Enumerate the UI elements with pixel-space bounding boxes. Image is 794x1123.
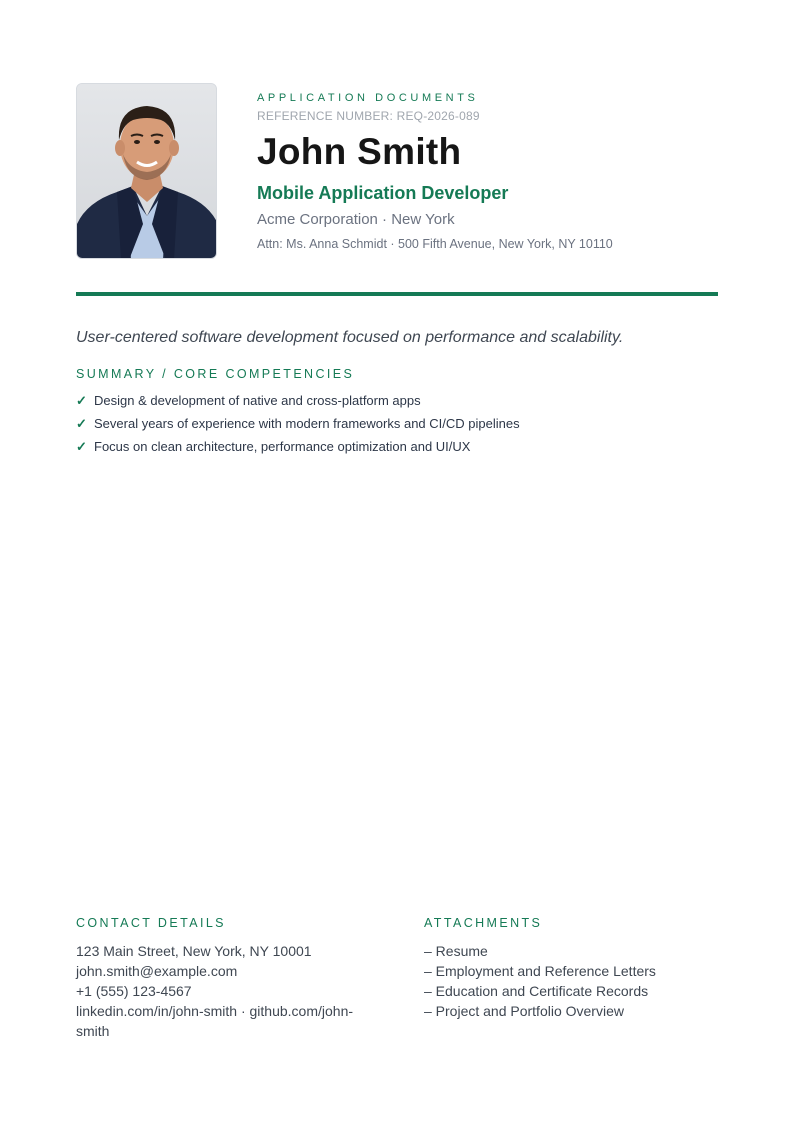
attachment-item: – Education and Certificate Records <box>424 983 649 999</box>
checkmark-icon: ✓ <box>76 416 87 431</box>
attachments-section <box>424 915 724 1021</box>
applicant-role: Mobile Application Developer <box>257 183 509 203</box>
profile-photo <box>76 83 217 259</box>
contact-title: CONTACT DETAILS <box>76 916 226 930</box>
phone-number[interactable]: +1 (555) 123-4567 <box>76 983 192 999</box>
competency-text: Focus on clean architecture, performance optimization and UI/UX <box>94 439 471 454</box>
summary-section <box>76 366 716 461</box>
list-item <box>76 415 716 432</box>
profile-links[interactable]: linkedin.com/in/john-smith · github.com/john-smith <box>76 1003 354 1039</box>
competency-list <box>76 392 716 455</box>
attachment-item: – Project and Portfolio Overview <box>424 1003 624 1019</box>
contact-section <box>76 915 366 1041</box>
attachment-item: – Employment and Reference Letters <box>424 963 656 979</box>
portrait-image <box>77 84 217 259</box>
competency-text: Several years of experience with modern frameworks and CI/CD pipelines <box>94 416 520 431</box>
company-line: Acme Corporation · New York <box>257 211 455 228</box>
header-block <box>257 90 727 253</box>
list-item <box>76 438 716 455</box>
reference-number: REFERENCE NUMBER: REQ-2026-089 <box>257 109 480 123</box>
header-divider <box>76 292 718 296</box>
summary-title: SUMMARY / CORE COMPETENCIES <box>76 367 355 381</box>
checkmark-icon: ✓ <box>76 439 87 454</box>
applicant-name: John Smith <box>257 131 462 172</box>
list-item <box>76 392 716 409</box>
address-line: 123 Main Street, New York, NY 10001 <box>76 943 312 959</box>
checkmark-icon: ✓ <box>76 393 87 408</box>
document-type-label: APPLICATION DOCUMENTS <box>257 92 479 104</box>
attachment-item: – Resume <box>424 943 488 959</box>
email-link[interactable]: john.smith@example.com <box>76 963 238 979</box>
tagline: User-centered software development focused on performance and scalability. <box>76 329 624 346</box>
recipient-line: Attn: Ms. Anna Schmidt · 500 Fifth Avenue, New York, NY 10110 <box>257 237 613 251</box>
competency-text: Design & development of native and cross-platform apps <box>94 393 421 408</box>
attachments-title: ATTACHMENTS <box>424 916 543 930</box>
